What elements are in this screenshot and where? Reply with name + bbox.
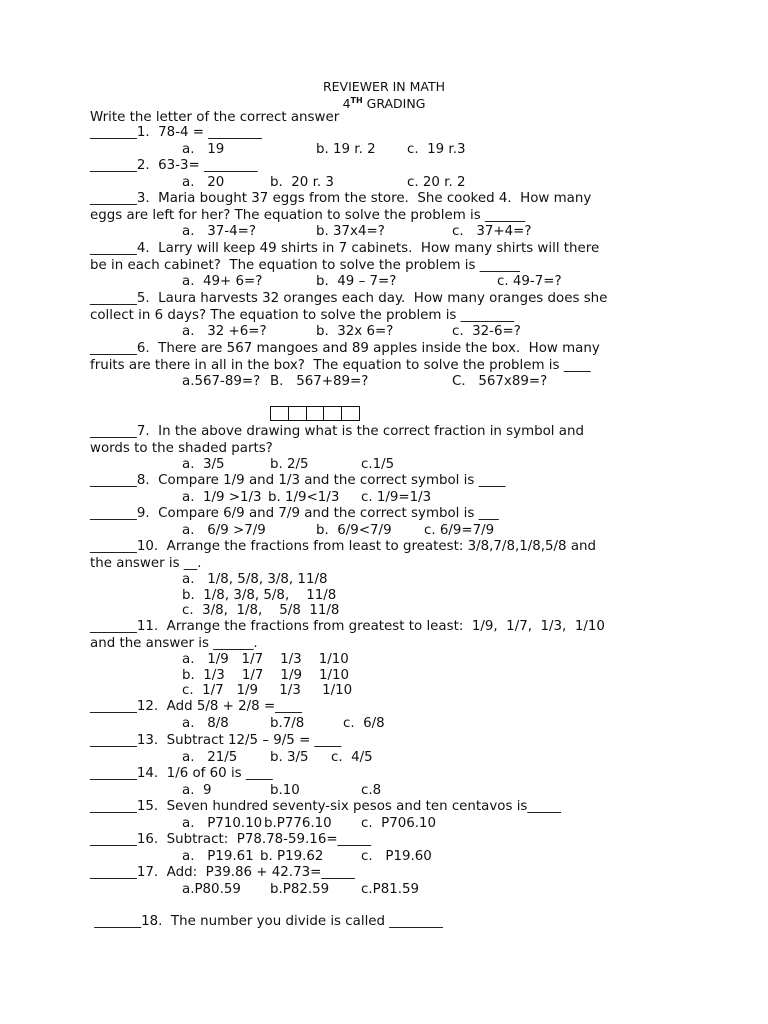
fraction-box	[289, 407, 307, 420]
answer-choice: b.10	[270, 782, 300, 798]
question-text: _______15. Seven hundred seventy-six pesos and ten centavos is_____	[90, 799, 561, 814]
answer-choice: c. 4/5	[331, 749, 373, 765]
answer-choice: c.8	[361, 782, 382, 798]
answer-choice: c. 37+4=?	[452, 224, 532, 239]
answer-choice: b.P776.10	[264, 815, 332, 831]
question-text-continued: eggs are left for her? The equation to solve the problem is ______	[90, 207, 526, 223]
answer-choice: c. 20 r. 2	[407, 174, 466, 190]
answer-choice: a. 6/9 >7/9	[182, 522, 266, 538]
answer-choice: a.P80.59	[182, 881, 241, 897]
answer-choice: c. 19 r.3	[407, 141, 466, 157]
question-text: _______13. Subtract 12/5 – 9/5 = ____	[90, 733, 342, 748]
answer-choice: b. 2/5	[270, 457, 309, 472]
answer-choice: c. 1/7 1/9 1/3 1/10	[182, 683, 353, 698]
answer-choice: C. 567x89=?	[452, 374, 548, 389]
answer-choice: c. 3/8, 1/8, 5/8 11/8	[182, 603, 340, 618]
question-text: _______16. Subtract: P78.78-59.16=_____	[90, 832, 372, 847]
answer-choice: a. 49+ 6=?	[182, 274, 263, 289]
fraction-box	[324, 407, 342, 420]
answer-choice: a. P19.61	[182, 848, 254, 864]
question-text: _______18. The number you divide is called ________	[90, 914, 443, 929]
instruction: Write the letter of the correct answer	[90, 110, 340, 125]
answer-choice: c. P706.10	[361, 815, 437, 831]
answer-choice: a.567-89=?	[182, 374, 261, 389]
answer-choice: c. 6/8	[343, 715, 385, 731]
answer-choice: B. 567+89=?	[270, 374, 369, 389]
answer-choice: b. 32x 6=?	[316, 324, 394, 339]
answer-choice: b. 1/8, 3/8, 5/8, 11/8	[182, 587, 337, 603]
answer-choice: b.7/8	[270, 715, 305, 731]
answer-choice: c. 49-7=?	[497, 274, 562, 289]
fraction-box	[271, 407, 289, 420]
grading-label: 4TH GRADING	[342, 96, 426, 111]
answer-choice: a. 8/8	[182, 715, 229, 731]
answer-choice: c. 1/9=1/3	[361, 489, 432, 505]
fraction-drawing	[270, 406, 360, 421]
question-text-continued: be in each cabinet? The equation to solve the problem is ______	[90, 257, 520, 273]
question-text: _______17. Add: P39.86 + 42.73=_____	[90, 865, 355, 880]
answer-choice: b. 3/5	[270, 749, 309, 765]
answer-choice: b. 49 – 7=?	[316, 274, 397, 289]
answer-choice: b. 1/3 1/7 1/9 1/10	[182, 667, 350, 683]
answer-choice: a. 9	[182, 782, 212, 798]
question-text: _______1. 78-4 = ________	[90, 125, 262, 140]
title: REVIEWER IN MATH	[322, 79, 446, 94]
question-text: _______6. There are 567 mangoes and 89 apples inside the box. How many	[90, 341, 600, 356]
answer-choice: a. 3/5	[182, 457, 225, 472]
answer-choice: b. 19 r. 2	[316, 141, 376, 157]
answer-choice: c. P19.60	[361, 848, 432, 864]
answer-choice: b. 6/9<7/9	[316, 522, 392, 538]
question-text: _______8. Compare 1/9 and 1/3 and the correct symbol is ____	[90, 473, 506, 488]
answer-choice: c.1/5	[361, 457, 395, 472]
answer-choice: b. P19.62	[260, 848, 324, 864]
answer-choice: a. 1/9 1/7 1/3 1/10	[182, 652, 349, 667]
question-text: _______5. Laura harvests 32 oranges each day. How many oranges does she	[90, 291, 608, 306]
question-text: _______11. Arrange the fractions from greatest to least: 1/9, 1/7, 1/3, 1/10	[90, 619, 605, 634]
question-text: _______14. 1/6 of 60 is ____	[90, 766, 273, 781]
answer-choice: b.P82.59	[270, 881, 330, 897]
answer-choice: a. P710.10	[182, 815, 263, 831]
answer-choice: a. 1/8, 5/8, 3/8, 11/8	[182, 572, 328, 587]
answer-choice: a. 19	[182, 141, 225, 157]
answer-choice: b. 1/9<1/3	[268, 489, 340, 505]
question-text: _______2. 63-3= ________	[90, 158, 258, 173]
answer-choice: b. 20 r. 3	[270, 174, 334, 190]
answer-choice: a. 1/9 >1/3	[182, 489, 262, 505]
question-text-continued: fruits are there in all in the box? The equation to solve the problem is ____	[90, 357, 591, 373]
question-text: _______7. In the above drawing what is the correct fraction in symbol and	[90, 424, 584, 439]
question-text-continued: collect in 6 days? The equation to solve the problem is ________	[90, 307, 515, 323]
question-text-continued: words to the shaded parts?	[90, 440, 273, 456]
question-text: _______3. Maria bought 37 eggs from the store. She cooked 4. How many	[90, 191, 592, 206]
question-text-continued: the answer is __.	[90, 555, 202, 571]
answer-choice: a. 37-4=?	[182, 224, 256, 239]
answer-choice: a. 20	[182, 174, 225, 190]
answer-choice: b. 37x4=?	[316, 224, 385, 239]
fraction-box	[342, 407, 359, 420]
answer-choice: a. 21/5	[182, 749, 238, 765]
question-text: _______12. Add 5/8 + 2/8 =____	[90, 699, 302, 714]
question-text-continued: and the answer is ______.	[90, 635, 258, 651]
question-text: _______4. Larry will keep 49 shirts in 7 cabinets. How many shirts will there	[90, 241, 600, 256]
answer-choice: c. 32-6=?	[452, 324, 521, 339]
fraction-box	[307, 407, 325, 420]
question-text: _______10. Arrange the fractions from least to greatest: 3/8,7/8,1/8,5/8 and	[90, 539, 597, 554]
answer-choice: c.P81.59	[361, 881, 420, 897]
question-text: _______9. Compare 6/9 and 7/9 and the correct symbol is ___	[90, 506, 499, 521]
answer-choice: c. 6/9=7/9	[424, 522, 495, 538]
answer-choice: a. 32 +6=?	[182, 324, 267, 339]
